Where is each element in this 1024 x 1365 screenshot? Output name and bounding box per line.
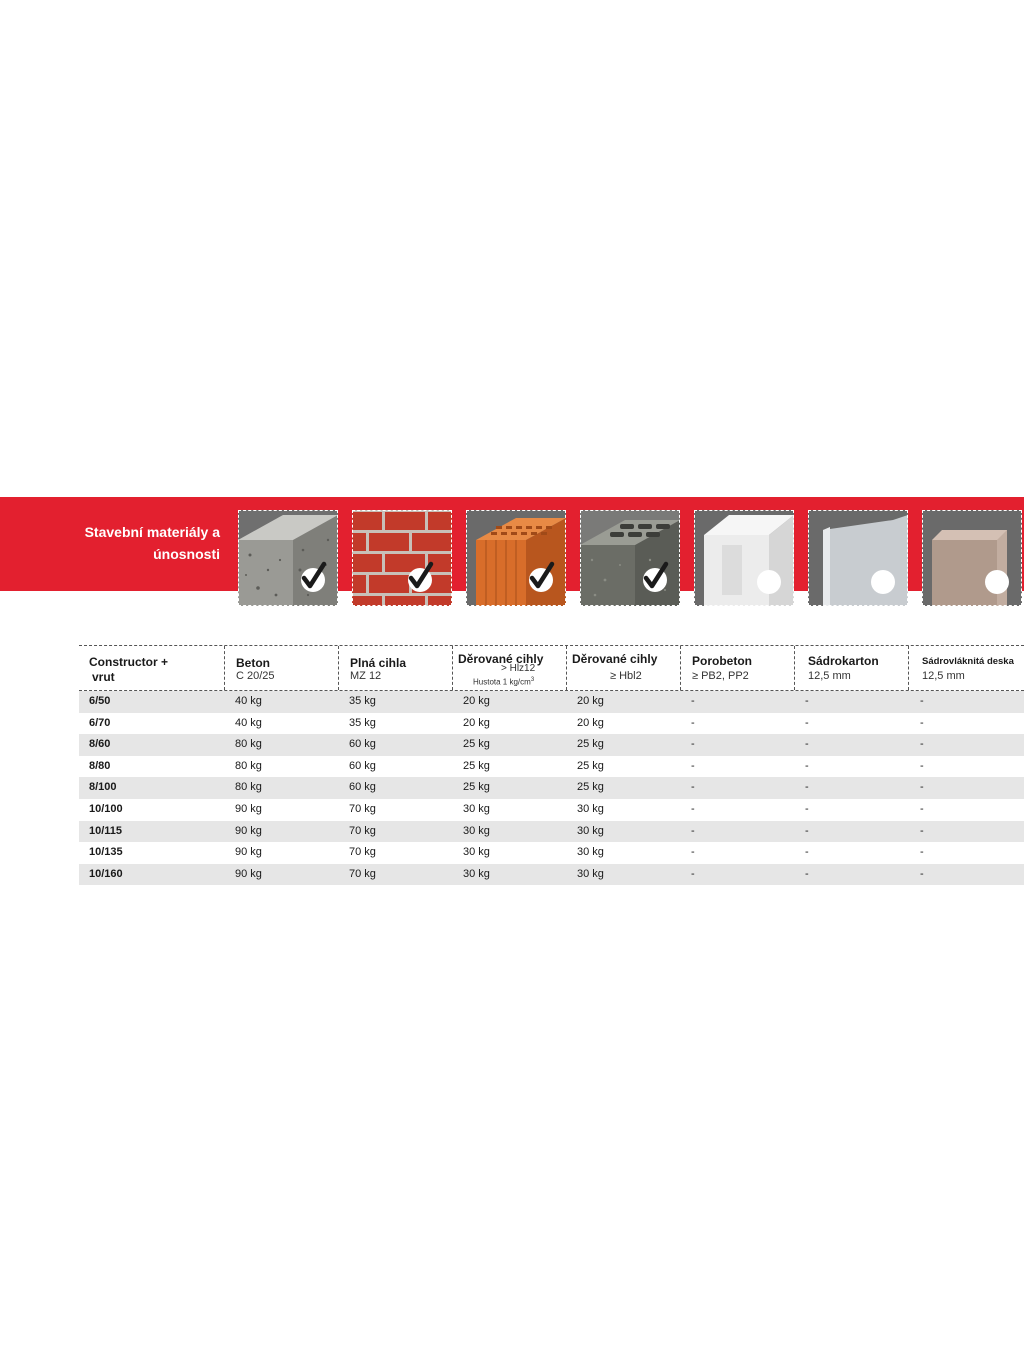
table-cell: 35 kg (349, 716, 376, 729)
table-cell: - (920, 738, 924, 751)
table-cell: 90 kg (235, 824, 262, 837)
table-cell: 30 kg (463, 867, 490, 880)
header-subtitle: ≥ PB2, PP2 (692, 670, 749, 682)
material-perforated-brick-hbl-tile (580, 510, 680, 606)
table-cell: - (805, 802, 809, 815)
table-cell: - (920, 824, 924, 837)
table-cell: 40 kg (235, 695, 262, 707)
header-title: Děrované cihly (572, 652, 658, 666)
material-concrete-tile (238, 510, 338, 606)
header-title: Porobeton (692, 654, 752, 668)
table-cell: 70 kg (349, 846, 376, 859)
material-gypsum-fibreboard-tile (922, 510, 1022, 606)
table-cell: 30 kg (463, 846, 490, 859)
table-cell: 60 kg (349, 738, 376, 751)
table-cell: - (920, 695, 924, 707)
material-perforated-brick-hlz-tile (466, 510, 566, 606)
header-cell-gypsum-fibreboard (908, 646, 1024, 690)
header-subtitle: vrut (92, 670, 115, 684)
header-subtitle: 12,5 mm (808, 670, 851, 682)
header-title: Plná cihla (350, 656, 407, 670)
table-cell: 25 kg (463, 781, 490, 794)
table-cell: 70 kg (349, 867, 376, 880)
table-cell: - (920, 846, 924, 859)
table-cell: 40 kg (235, 716, 262, 729)
table-row (79, 799, 1024, 821)
header-title: Beton (236, 656, 270, 670)
table-cell: 25 kg (463, 759, 490, 772)
header-cell-aerated-concrete (680, 646, 795, 690)
row-label: 6/70 (89, 716, 111, 729)
header-cell-beton (224, 646, 339, 690)
row-label: 10/115 (89, 824, 123, 837)
table-cell: 30 kg (577, 867, 604, 880)
table-cell: 20 kg (463, 695, 490, 707)
table-cell: 60 kg (349, 759, 376, 772)
table-cell: - (920, 716, 924, 729)
material-solid-brick-tile (352, 510, 452, 606)
table-cell: 30 kg (577, 802, 604, 815)
table-cell: - (805, 824, 809, 837)
table-row (79, 777, 1024, 799)
table-row (79, 691, 1024, 713)
table-cell: - (920, 867, 924, 880)
table-cell: - (805, 695, 809, 707)
table-cell: - (805, 846, 809, 859)
table-cell: 35 kg (349, 695, 376, 707)
table-cell: 25 kg (577, 781, 604, 794)
table-cell: - (691, 846, 695, 859)
table-cell: 80 kg (235, 738, 262, 751)
material-aerated-concrete-tile (694, 510, 794, 606)
table-cell: 25 kg (577, 759, 604, 772)
table-cell: - (691, 716, 695, 729)
table-cell: - (920, 759, 924, 772)
table-cell: 80 kg (235, 759, 262, 772)
header-cell-perforated-hlz (452, 646, 567, 690)
table-cell: - (691, 738, 695, 751)
circle-icon (985, 570, 1009, 594)
table-body (79, 691, 1024, 885)
table-cell: - (691, 802, 695, 815)
table-cell: 90 kg (235, 802, 262, 815)
header-density-exponent: 3 (530, 677, 535, 683)
table-cell: - (691, 781, 695, 794)
table-cell: 20 kg (577, 716, 604, 729)
table-cell: - (805, 867, 809, 880)
table-header (79, 645, 1024, 691)
header-title: Děrované cihly (458, 652, 544, 666)
circle-icon (757, 570, 781, 594)
table-cell: 60 kg (349, 781, 376, 794)
header-cell-perforated-hbl (566, 646, 681, 690)
table-cell: 70 kg (349, 824, 376, 837)
table-cell: 80 kg (235, 781, 262, 794)
header-title: Sádrovláknitá deska (922, 656, 1014, 667)
table-cell: - (691, 824, 695, 837)
table-row (79, 756, 1024, 778)
row-label: 6/50 (89, 695, 111, 707)
header-density-text: Hustota 1 kg/cm (473, 677, 531, 687)
row-label: 8/80 (89, 759, 111, 772)
table-cell: 25 kg (577, 738, 604, 751)
table-cell: 20 kg (463, 716, 490, 729)
table-cell: 25 kg (463, 738, 490, 751)
table-row (79, 864, 1024, 886)
circle-icon (871, 570, 895, 594)
table-cell: - (805, 759, 809, 772)
row-label: 8/60 (89, 738, 111, 751)
header-subtitle: ≥ Hbl2 (610, 670, 642, 682)
header-density (473, 677, 534, 687)
table-row (79, 734, 1024, 756)
banner-title-line2: únosnosti (153, 546, 220, 562)
table-cell: - (805, 781, 809, 794)
table-cell: 30 kg (463, 824, 490, 837)
table-cell: 30 kg (577, 846, 604, 859)
table-cell: - (920, 802, 924, 815)
header-title: Constructor + (89, 655, 169, 669)
table-cell: 90 kg (235, 846, 262, 859)
table-cell: 30 kg (463, 802, 490, 815)
table-cell: 70 kg (349, 802, 376, 815)
material-plasterboard-tile (808, 510, 908, 606)
table-cell: - (805, 738, 809, 751)
table-row (79, 821, 1024, 843)
row-label: 10/100 (89, 802, 123, 815)
header-subtitle: > Hlz12 (501, 663, 536, 674)
table-cell: - (691, 695, 695, 707)
header-subtitle: 12,5 mm (922, 670, 965, 682)
table-cell: 20 kg (577, 695, 604, 707)
header-cell-solid-brick (338, 646, 453, 690)
row-label: 10/135 (89, 846, 123, 859)
banner-title-line1: Stavební materiály a (84, 524, 220, 540)
header-cell-constructor (79, 646, 224, 690)
table-cell: - (805, 716, 809, 729)
header-title: Sádrokarton (808, 654, 879, 668)
table-cell: - (920, 781, 924, 794)
banner-title (40, 521, 220, 565)
table-cell: 90 kg (235, 867, 262, 880)
load-capacity-table (79, 645, 1024, 885)
header-cell-plasterboard (794, 646, 909, 690)
table-row (79, 842, 1024, 864)
header-subtitle: MZ 12 (350, 670, 382, 682)
table-row (79, 713, 1024, 735)
row-label: 10/160 (89, 867, 123, 880)
table-cell: - (691, 759, 695, 772)
row-label: 8/100 (89, 781, 117, 794)
header-subtitle: C 20/25 (236, 670, 275, 682)
table-cell: - (691, 867, 695, 880)
table-cell: 30 kg (577, 824, 604, 837)
